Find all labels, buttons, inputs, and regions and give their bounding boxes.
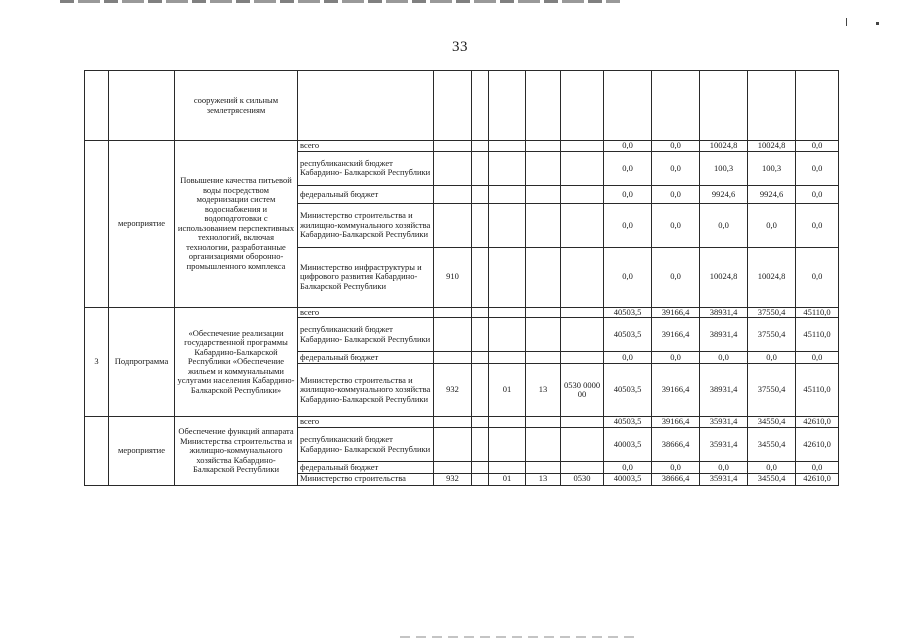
cell-source: Министерство инфраструктуры и цифрового развития Кабардино-Балкарской Республики xyxy=(298,247,434,307)
cell-number xyxy=(85,71,109,141)
cell-rz xyxy=(489,247,526,307)
cell-value: 38931,4 xyxy=(700,363,748,417)
cell-value: 39166,4 xyxy=(652,417,700,428)
cell-rz xyxy=(489,141,526,152)
cell-csr xyxy=(561,352,604,363)
cell-name: сооружений к сильным землетрясениям xyxy=(175,71,298,141)
cell-spacer xyxy=(472,462,489,473)
cell-value: 42610,0 xyxy=(796,417,839,428)
cell-csr xyxy=(561,307,604,318)
cell-value: 35931,4 xyxy=(700,417,748,428)
scan-speck xyxy=(846,18,847,26)
cell-grbs xyxy=(434,185,472,204)
cell-value: 10024,8 xyxy=(700,141,748,152)
cell-grbs: 910 xyxy=(434,247,472,307)
cell-grbs xyxy=(434,352,472,363)
cell-grbs xyxy=(434,318,472,352)
cell-value: 45110,0 xyxy=(796,363,839,417)
cell-grbs xyxy=(434,151,472,185)
cell-value: 34550,4 xyxy=(748,417,796,428)
cell-type: Подпрограмма xyxy=(109,307,175,417)
cell-value: 0,0 xyxy=(796,247,839,307)
cell-grbs: 932 xyxy=(434,363,472,417)
cell-value: 0,0 xyxy=(748,204,796,247)
cell-spacer xyxy=(472,204,489,247)
cell-spacer xyxy=(472,247,489,307)
cell-value: 37550,4 xyxy=(748,307,796,318)
cell-spacer xyxy=(472,141,489,152)
cell-value: 0,0 xyxy=(796,204,839,247)
cell-csr xyxy=(561,71,604,141)
cell-value: 0,0 xyxy=(604,247,652,307)
cell-pr xyxy=(526,151,561,185)
cell-value: 0,0 xyxy=(796,151,839,185)
cell-spacer xyxy=(472,71,489,141)
cell-rz xyxy=(489,307,526,318)
cell-value: 34550,4 xyxy=(748,428,796,462)
cell-grbs xyxy=(434,307,472,318)
cell-csr: 0530 0000 00 xyxy=(561,363,604,417)
cell-name: «Обеспечение реализации государственной программы Кабардино-Балкарской Республики «Обеспечение жильем и коммунальными услугами населения Кабардино-Балкарской Республики» xyxy=(175,307,298,417)
cell-spacer xyxy=(472,318,489,352)
cell-value: 42610,0 xyxy=(796,428,839,462)
cell-number xyxy=(85,141,109,307)
cell-value: 10024,8 xyxy=(700,247,748,307)
cell-value: 10024,8 xyxy=(748,247,796,307)
cell-type xyxy=(109,71,175,141)
cell-csr xyxy=(561,141,604,152)
cell-pr xyxy=(526,352,561,363)
cell-csr xyxy=(561,247,604,307)
cell-value: 38666,4 xyxy=(652,428,700,462)
cell-number xyxy=(85,417,109,486)
cell-pr xyxy=(526,417,561,428)
cell-csr xyxy=(561,318,604,352)
cell-value: 38931,4 xyxy=(700,318,748,352)
cell-value: 0,0 xyxy=(652,352,700,363)
cell-pr xyxy=(526,71,561,141)
cell-spacer xyxy=(472,352,489,363)
cell-rz xyxy=(489,417,526,428)
scan-edge-bottom xyxy=(400,636,640,638)
cell-pr xyxy=(526,307,561,318)
cell-value: 42610,0 xyxy=(796,473,839,486)
cell-csr: 0530 xyxy=(561,473,604,486)
cell-value: 40503,5 xyxy=(604,307,652,318)
cell-rz xyxy=(489,71,526,141)
cell-rz xyxy=(489,185,526,204)
cell-value: 40503,5 xyxy=(604,417,652,428)
cell-value: 0,0 xyxy=(604,185,652,204)
cell-value: 0,0 xyxy=(604,352,652,363)
cell-spacer xyxy=(472,428,489,462)
cell-type: мероприятие xyxy=(109,141,175,307)
cell-value xyxy=(652,71,700,141)
cell-number: 3 xyxy=(85,307,109,417)
cell-pr xyxy=(526,318,561,352)
cell-source: всего xyxy=(298,417,434,428)
cell-source: Министерство строительства и жилищно-коммунального хозяйства Кабардино-Балкарской Республики xyxy=(298,363,434,417)
cell-pr: 13 xyxy=(526,473,561,486)
cell-value: 39166,4 xyxy=(652,363,700,417)
cell-value: 0,0 xyxy=(796,141,839,152)
cell-value: 45110,0 xyxy=(796,307,839,318)
cell-source: Министерство строительства и жилищно-коммунального хозяйства Кабардино-Балкарской Республики xyxy=(298,204,434,247)
cell-value: 39166,4 xyxy=(652,318,700,352)
cell-value: 10024,8 xyxy=(748,141,796,152)
cell-rz xyxy=(489,462,526,473)
cell-value: 9924,6 xyxy=(748,185,796,204)
cell-value: 0,0 xyxy=(652,247,700,307)
cell-pr xyxy=(526,247,561,307)
cell-csr xyxy=(561,462,604,473)
cell-value: 0,0 xyxy=(748,352,796,363)
cell-value: 0,0 xyxy=(652,185,700,204)
cell-spacer xyxy=(472,151,489,185)
cell-value: 38666,4 xyxy=(652,473,700,486)
budget-table xyxy=(84,70,839,486)
cell-value: 35931,4 xyxy=(700,428,748,462)
cell-spacer xyxy=(472,185,489,204)
scan-edge-top xyxy=(60,0,620,3)
cell-value: 38931,4 xyxy=(700,307,748,318)
cell-value: 40503,5 xyxy=(604,318,652,352)
cell-grbs xyxy=(434,428,472,462)
cell-value xyxy=(796,71,839,141)
cell-grbs: 932 xyxy=(434,473,472,486)
cell-name: Повышение качества питьевой воды посредством модернизации систем водоснабжения и водоподготовки с использованием перспективных технологий, включая технологии, разработанные организациями оборонно-промышленного комплекса xyxy=(175,141,298,307)
cell-spacer xyxy=(472,307,489,318)
cell-csr xyxy=(561,204,604,247)
cell-value: 0,0 xyxy=(604,462,652,473)
cell-value: 45110,0 xyxy=(796,318,839,352)
cell-csr xyxy=(561,185,604,204)
cell-value: 0,0 xyxy=(700,352,748,363)
cell-value: 35931,4 xyxy=(700,473,748,486)
cell-value: 0,0 xyxy=(604,151,652,185)
cell-value xyxy=(700,71,748,141)
cell-source: федеральный бюджет xyxy=(298,462,434,473)
cell-rz xyxy=(489,204,526,247)
cell-source: Министерство строительства xyxy=(298,473,434,486)
cell-source: республиканский бюджет Кабардино- Балкарской Республики xyxy=(298,151,434,185)
cell-source: всего xyxy=(298,307,434,318)
cell-value: 0,0 xyxy=(700,204,748,247)
cell-value: 100,3 xyxy=(700,151,748,185)
table-row xyxy=(85,417,839,428)
cell-source xyxy=(298,71,434,141)
cell-value: 39166,4 xyxy=(652,307,700,318)
table-row xyxy=(85,71,839,141)
cell-value: 40503,5 xyxy=(604,363,652,417)
cell-source: республиканский бюджет Кабардино- Балкарской Республики xyxy=(298,318,434,352)
cell-rz xyxy=(489,318,526,352)
cell-value: 0,0 xyxy=(604,141,652,152)
cell-value: 0,0 xyxy=(796,462,839,473)
cell-spacer xyxy=(472,363,489,417)
cell-source: федеральный бюджет xyxy=(298,185,434,204)
page-number: 33 xyxy=(452,39,468,55)
cell-rz xyxy=(489,151,526,185)
cell-value: 0,0 xyxy=(796,352,839,363)
cell-value: 0,0 xyxy=(652,151,700,185)
cell-value: 0,0 xyxy=(652,462,700,473)
cell-value: 37550,4 xyxy=(748,363,796,417)
cell-source: республиканский бюджет Кабардино- Балкарской Республики xyxy=(298,428,434,462)
cell-value xyxy=(748,71,796,141)
cell-type: мероприятие xyxy=(109,417,175,486)
cell-csr xyxy=(561,151,604,185)
cell-grbs xyxy=(434,417,472,428)
cell-csr xyxy=(561,428,604,462)
cell-pr xyxy=(526,204,561,247)
cell-source: федеральный бюджет xyxy=(298,352,434,363)
cell-value: 0,0 xyxy=(700,462,748,473)
cell-value: 34550,4 xyxy=(748,473,796,486)
cell-value: 40003,5 xyxy=(604,428,652,462)
cell-pr xyxy=(526,428,561,462)
table-row xyxy=(85,307,839,318)
cell-value: 0,0 xyxy=(796,185,839,204)
cell-pr xyxy=(526,141,561,152)
cell-rz xyxy=(489,352,526,363)
cell-pr xyxy=(526,462,561,473)
cell-pr: 13 xyxy=(526,363,561,417)
cell-name: Обеспечение функций аппарата Министерства строительства и жилищно-коммунального хозяйства Кабардино-Балкарской Республики xyxy=(175,417,298,486)
cell-spacer xyxy=(472,473,489,486)
cell-pr xyxy=(526,185,561,204)
cell-value xyxy=(604,71,652,141)
cell-grbs xyxy=(434,204,472,247)
cell-value: 0,0 xyxy=(748,462,796,473)
table-row xyxy=(85,141,839,152)
cell-value: 9924,6 xyxy=(700,185,748,204)
cell-value: 0,0 xyxy=(652,141,700,152)
cell-source: всего xyxy=(298,141,434,152)
cell-value: 40003,5 xyxy=(604,473,652,486)
cell-rz xyxy=(489,428,526,462)
cell-grbs xyxy=(434,71,472,141)
cell-spacer xyxy=(472,417,489,428)
cell-value: 100,3 xyxy=(748,151,796,185)
cell-grbs xyxy=(434,141,472,152)
cell-value: 0,0 xyxy=(652,204,700,247)
cell-rz: 01 xyxy=(489,473,526,486)
cell-rz: 01 xyxy=(489,363,526,417)
cell-value: 0,0 xyxy=(604,204,652,247)
scan-speck xyxy=(876,22,879,25)
cell-value: 37550,4 xyxy=(748,318,796,352)
cell-grbs xyxy=(434,462,472,473)
cell-csr xyxy=(561,417,604,428)
